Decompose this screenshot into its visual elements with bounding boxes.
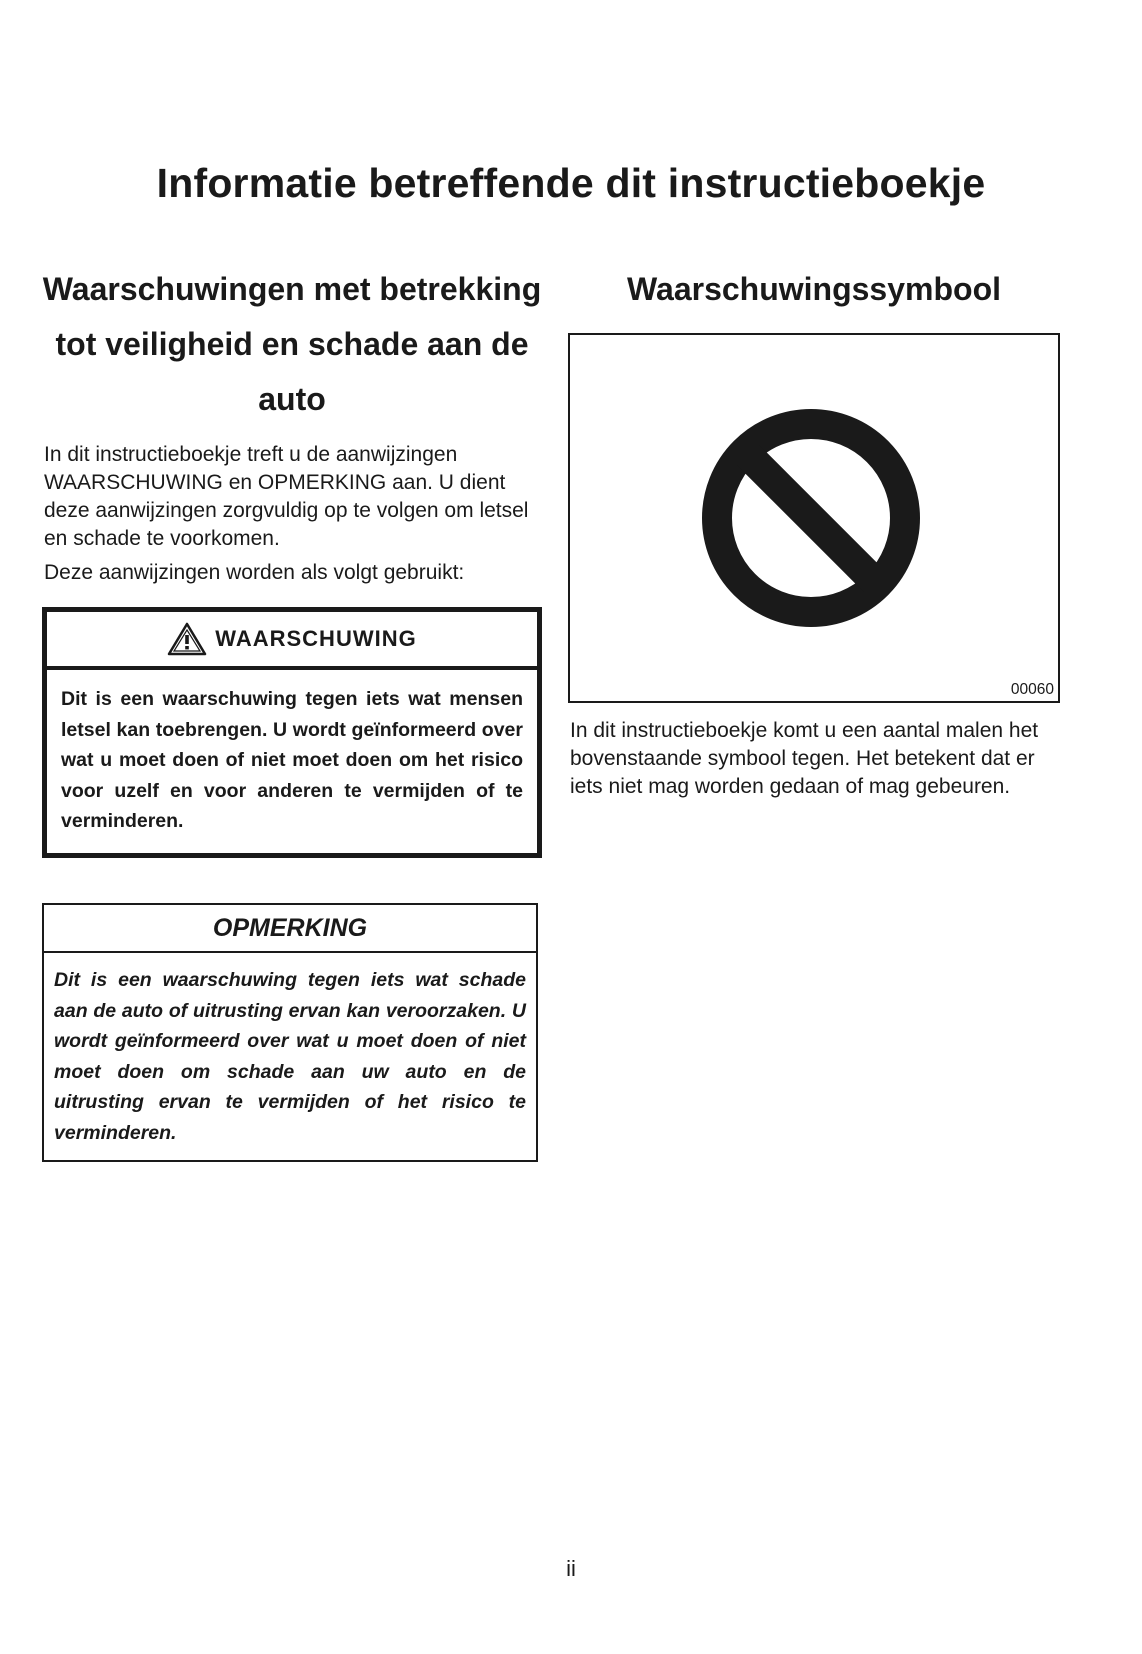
prohibition-icon (701, 408, 921, 628)
warning-symbol-heading: Waarschuwingssymbool (627, 271, 1001, 307)
warning-box-header (47, 612, 537, 670)
safety-warnings-heading: Waarschuwingen met betrekking tot veiligheid en schade aan de auto (42, 271, 542, 417)
left-column (42, 262, 542, 858)
note-box (42, 903, 538, 1162)
right-column (568, 262, 1060, 801)
warning-label: WAARSCHUWING (215, 626, 417, 651)
symbol-description: In dit instructieboekje komt u een aantal malen het bovenstaande symbool tegen. Het betekent dat er iets niet mag worden gedaan of mag gebeuren. (570, 719, 1039, 798)
intro-paragraph: In dit instructieboekje treft u de aanwijzingen WAARSCHUWING en OPMERKING aan. U dient deze aanwijzingen zorgvuldig op te volgen om letsel en schade te voorkomen. (44, 443, 529, 550)
symbol-figure (568, 333, 1060, 703)
symbol-code: 00060 (1010, 681, 1054, 698)
warning-box (42, 607, 542, 858)
note-text: Dit is een waarschuwing tegen iets wat schade aan de auto of uitrusting ervan kan veroorzaken. U wordt geïnformeerd over wat u moet doen of niet moet doen om schade aan uw auto en de uitrusting ervan te vermijden of het risico te verminderen. (54, 969, 526, 1144)
page-number: ii (566, 1556, 576, 1581)
page-title: Informatie betreffende dit instructieboekje (156, 160, 986, 207)
note-label: OPMERKING (44, 905, 536, 953)
usage-paragraph: Deze aanwijzingen worden als volgt gebruikt: (44, 561, 465, 584)
warning-triangle-icon (167, 622, 207, 656)
warning-text: Dit is een waarschuwing tegen iets wat mensen letsel kan toebrengen. U wordt geïnformeerd over wat u moet doen of niet moet doen om het risico voor uzelf en voor anderen te vermijden of te verminderen. (61, 688, 523, 832)
